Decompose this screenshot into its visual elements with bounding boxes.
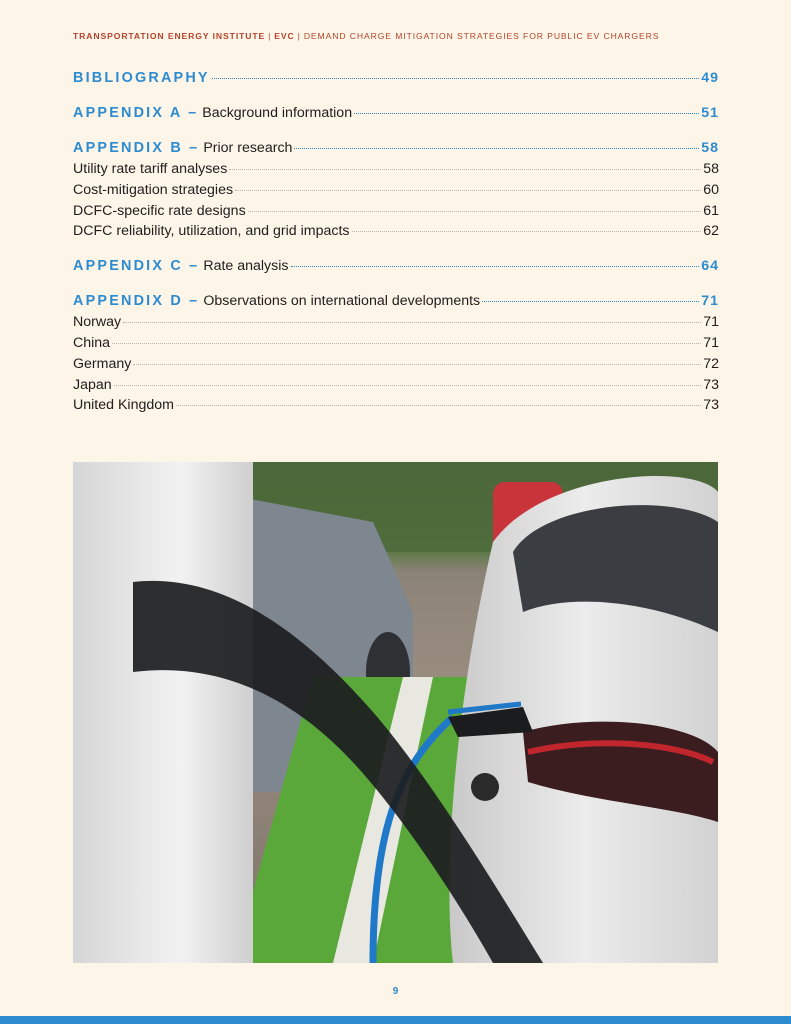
- toc-section-title: Background information: [202, 105, 353, 121]
- dot-leader: [229, 168, 701, 170]
- dot-leader: [112, 342, 701, 344]
- toc-subentry-title: Utility rate tariff analyses: [73, 161, 228, 177]
- toc-subentry[interactable]: [73, 182, 719, 203]
- toc-section-title: Rate analysis: [203, 258, 289, 275]
- toc-page-number: 71: [701, 293, 719, 310]
- toc-entry-appendix-c[interactable]: [73, 258, 719, 279]
- ev-charging-photo: [73, 462, 718, 963]
- dot-leader: [482, 300, 699, 302]
- dot-leader: [235, 189, 701, 191]
- dot-leader: [291, 265, 700, 267]
- toc-page-number: 62: [703, 223, 719, 240]
- toc-subentry[interactable]: [73, 377, 719, 398]
- toc-subentry-title: United Kingdom: [73, 397, 174, 414]
- toc-page-number: 71: [703, 314, 719, 331]
- header-separator: |: [268, 31, 272, 41]
- toc-subentry-title: Cost-mitigation strategies: [73, 181, 234, 198]
- toc-subentry-title: DCFC reliability, utilization, and grid impacts: [73, 223, 350, 240]
- header-org: TRANSPORTATION ENERGY INSTITUTE: [73, 31, 266, 41]
- toc-subentry[interactable]: [73, 203, 719, 224]
- running-header: [73, 31, 723, 41]
- toc-section-label: APPENDIX D –: [73, 293, 200, 310]
- dot-leader: [248, 210, 702, 212]
- toc-subentry[interactable]: [73, 335, 719, 356]
- toc-subentry[interactable]: [73, 356, 719, 377]
- toc-page-number: 64: [701, 258, 719, 275]
- toc-subentry-title: Japan: [73, 376, 112, 393]
- toc-subentry-title: China: [73, 334, 111, 351]
- dot-leader: [114, 384, 702, 386]
- page-number: 9: [392, 986, 399, 997]
- toc-section-label: APPENDIX C –: [73, 258, 200, 275]
- dot-leader: [123, 321, 701, 323]
- toc-entry-appendix-d[interactable]: [73, 293, 719, 314]
- toc-section-title: Observations on international developments: [203, 293, 481, 310]
- dot-leader: [176, 404, 701, 406]
- charging-pole: [73, 462, 253, 963]
- toc-page-number: 60: [703, 181, 719, 198]
- toc-section-label: APPENDIX B –: [73, 140, 200, 156]
- toc-entry-appendix-b[interactable]: [73, 140, 719, 161]
- toc-entry-bibliography[interactable]: [73, 70, 719, 91]
- dot-leader: [354, 112, 699, 114]
- dot-leader: [133, 363, 701, 365]
- toc-page-number: 49: [701, 70, 719, 86]
- toc-subentry-title: Germany: [73, 355, 132, 372]
- charging-port-cap: [471, 773, 499, 801]
- dot-leader: [352, 230, 702, 232]
- header-separator: |: [297, 31, 301, 41]
- toc-page-number: 58: [701, 140, 719, 156]
- dot-leader: [294, 147, 699, 149]
- toc-page-number: 72: [703, 355, 719, 372]
- toc-subentry[interactable]: [73, 223, 719, 244]
- toc-section-label: APPENDIX A –: [73, 105, 199, 121]
- toc-section-title: Prior research: [203, 140, 293, 156]
- toc-page-number: 73: [703, 397, 719, 414]
- toc-subentry[interactable]: [73, 397, 719, 418]
- toc-subentry-title: DCFC-specific rate designs: [73, 202, 246, 219]
- header-abbr: EVC: [274, 31, 295, 41]
- toc-subentry[interactable]: [73, 314, 719, 335]
- toc-subentry-title: Norway: [73, 314, 122, 331]
- toc-page-number: 58: [703, 161, 719, 177]
- table-of-contents: [73, 70, 719, 418]
- toc-page-number: 61: [703, 202, 719, 219]
- footer-accent-bar: [0, 1016, 791, 1024]
- dot-leader: [212, 77, 699, 79]
- ev-charging-illustration: [73, 462, 718, 963]
- toc-page-number: 71: [703, 334, 719, 351]
- toc-page-number: 51: [701, 105, 719, 121]
- header-title: DEMAND CHARGE MITIGATION STRATEGIES FOR PUBLIC EV CHARGERS: [303, 31, 660, 41]
- toc-entry-appendix-a[interactable]: [73, 105, 719, 126]
- toc-subentry[interactable]: [73, 161, 719, 182]
- toc-section-label: BIBLIOGRAPHY: [73, 70, 210, 86]
- toc-page-number: 73: [703, 376, 719, 393]
